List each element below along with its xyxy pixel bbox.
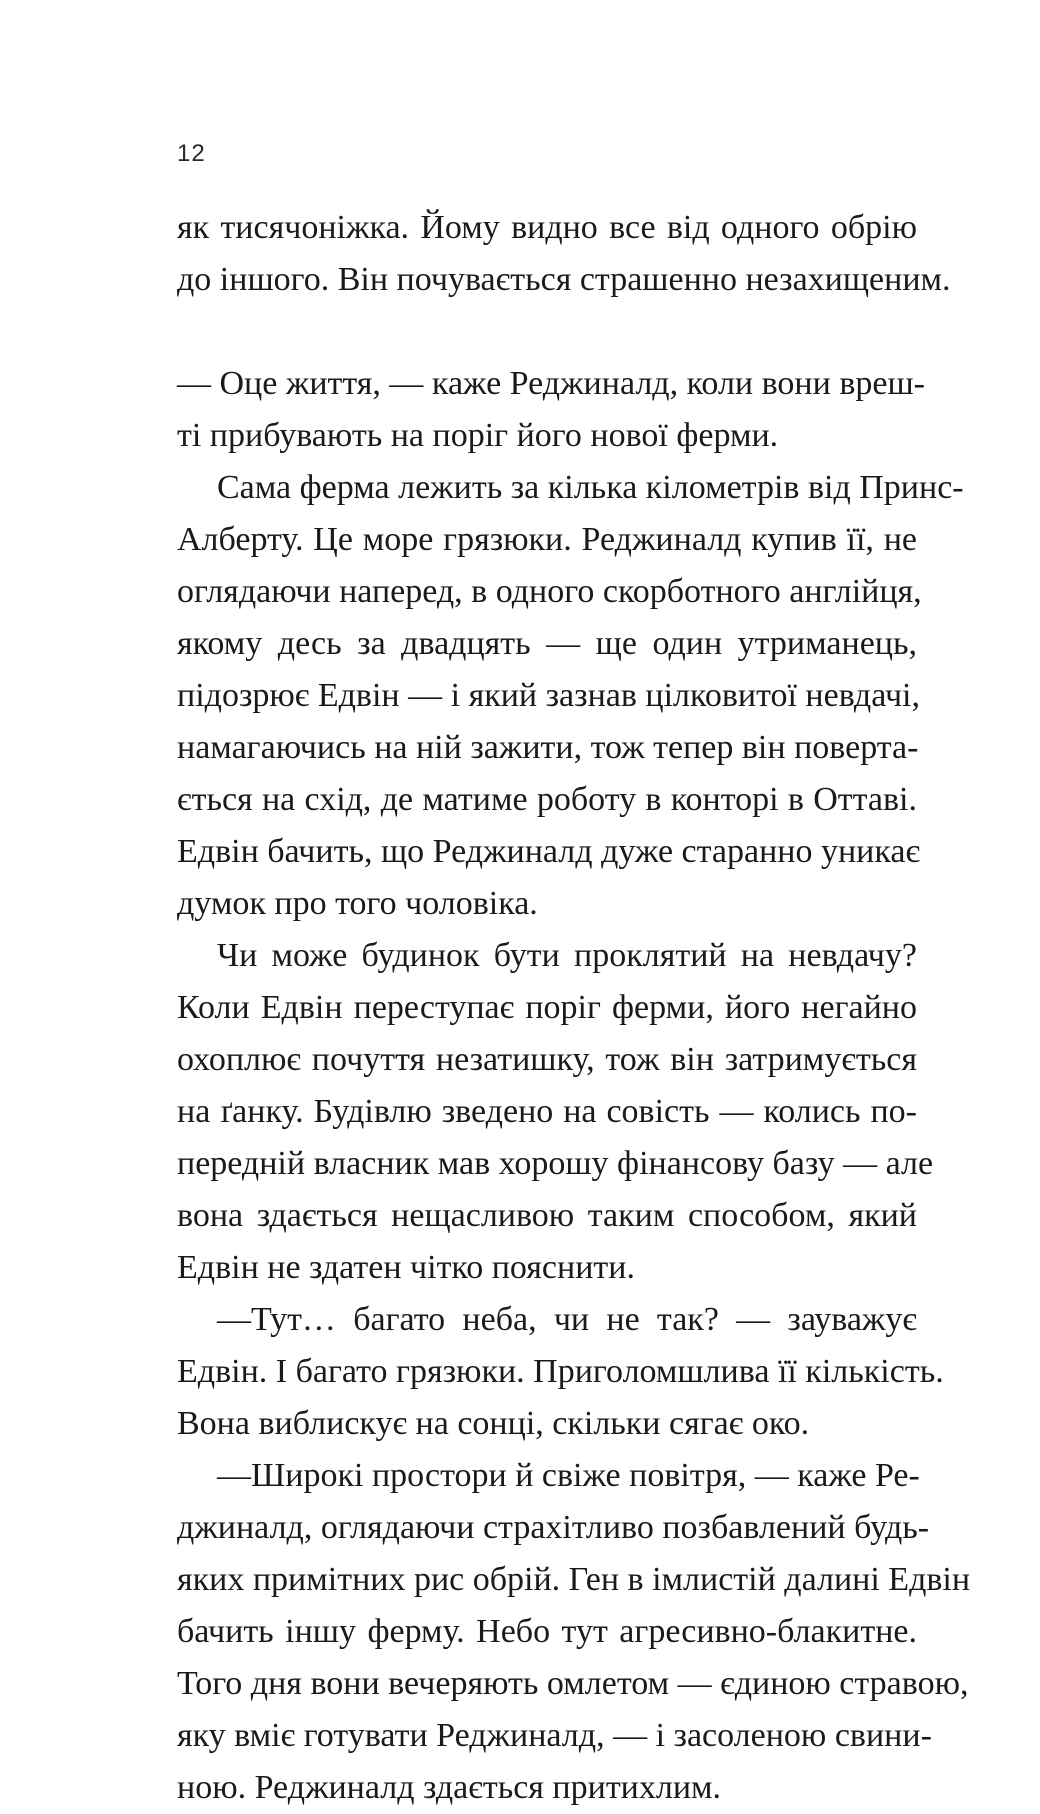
text-line: джиналд, оглядаючи страхітливо позбавлений будь- bbox=[177, 1509, 930, 1546]
text-line: —Тут… багато неба, чи не так? — зауважує bbox=[217, 1301, 917, 1338]
text-line: ється на схід, де матиме роботу в конторі в Оттаві. bbox=[177, 781, 917, 818]
text-line: оглядаючи наперед, в одного скорботного англійця, bbox=[177, 573, 922, 610]
page-number: 12 bbox=[177, 140, 206, 167]
text-line: вона здається нещасливою таким способом, який bbox=[177, 1197, 917, 1234]
text-line: яких примітних рис обрій. Ген в імлистій далині Едвін bbox=[177, 1561, 971, 1598]
text-line: як тисячоніжка. Йому видно все від одного обрію bbox=[177, 209, 917, 246]
text-line: охоплює почуття незатишку, тож він затримується bbox=[177, 1041, 917, 1078]
text-line: Сама ферма лежить за кілька кілометрів від Принс- bbox=[217, 469, 964, 506]
body-text bbox=[177, 202, 971, 1814]
text-line: думок про того чоловіка. bbox=[177, 885, 538, 922]
paragraph-break bbox=[177, 306, 917, 358]
text-line: —Широкі простори й свіже повітря, — каже Ре- bbox=[217, 1457, 920, 1494]
text-line: якому десь за двадцять — ще один утриманець, bbox=[177, 625, 917, 662]
text-line: до іншого. Він почувається страшенно незахищеним. bbox=[177, 261, 951, 298]
paragraph bbox=[177, 1450, 971, 1814]
text-line: Едвін не здатен чітко пояснити. bbox=[177, 1249, 635, 1286]
text-line: Алберту. Це море грязюки. Реджиналд купив її, не bbox=[177, 521, 917, 558]
text-line: Вона виблискує на сонці, скільки сягає око. bbox=[177, 1405, 810, 1442]
paragraph bbox=[177, 358, 925, 462]
text-line: Чи може будинок бути проклятий на невдачу? bbox=[217, 937, 917, 974]
text-line: бачить іншу ферму. Небо тут агресивно-блакитне. bbox=[177, 1613, 917, 1650]
text-line: передній власник мав хорошу фінансову базу — але bbox=[177, 1145, 934, 1182]
paragraph bbox=[177, 462, 964, 930]
paragraph bbox=[177, 930, 934, 1294]
paragraph bbox=[177, 202, 951, 306]
text-line: Едвін. І багато грязюки. Приголомшлива її кількість. bbox=[177, 1353, 944, 1390]
text-line: ною. Реджиналд здається притихлим. bbox=[177, 1769, 722, 1806]
text-line: ті прибувають на поріг його нової ферми. bbox=[177, 417, 779, 454]
paragraph bbox=[177, 1294, 944, 1450]
text-line: — Оце життя, — каже Реджиналд, коли вони вреш- bbox=[177, 365, 925, 402]
text-line: Того дня вони вечеряють омлетом — єдиною стравою, bbox=[177, 1665, 969, 1702]
text-line: намагаючись на ній зажити, тож тепер він поверта- bbox=[177, 729, 919, 766]
text-line: яку вміє готувати Реджиналд, — і засоленою свини- bbox=[177, 1717, 932, 1754]
text-line: Коли Едвін переступає поріг ферми, його негайно bbox=[177, 989, 917, 1026]
text-line: підозрює Едвін — і який зазнав цілковитої невдачі, bbox=[177, 677, 920, 714]
text-line: на ґанку. Будівлю зведено на совість — колись по- bbox=[177, 1093, 917, 1130]
text-line: Едвін бачить, що Реджиналд дуже старанно уникає bbox=[177, 833, 921, 870]
